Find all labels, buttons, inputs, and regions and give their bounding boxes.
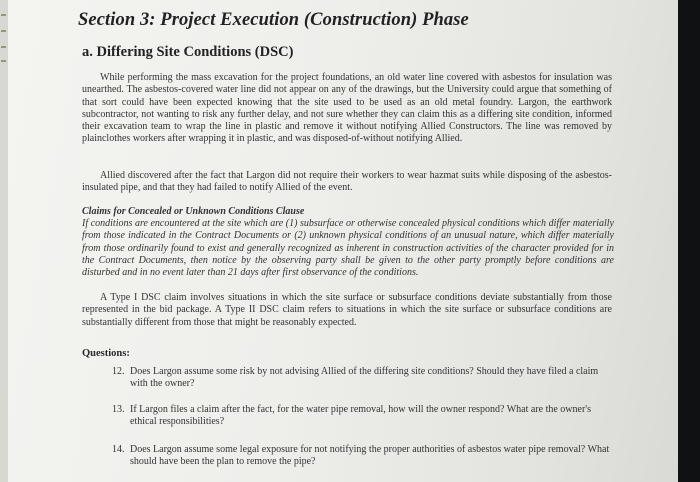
question-text: Does Largon assume some legal exposure for not notifying the proper authorities of asbestos water pipe removal? What should have been the plan to remove the pipe? (130, 444, 610, 468)
question-item (112, 444, 612, 469)
page-edge-strip (0, 0, 8, 482)
question-number: 13. (112, 404, 125, 415)
clause-text: If conditions are encountered at the site which are (1) subsurface or otherwise concealed physical conditions which differ materially from those indicated in the Contract Documents or (2) unknown physical conditions of an unusual nature, which differ materially from those ordinarily found to exist and generally recognized as inherent in construction activities of the character provided for in the Contract Documents, then notice by the observing party shall be given to the other party promptly before conditions are disturbed and in no event later than 21 days after first observance of the conditions. (82, 218, 614, 279)
paragraph-dsc-types: A Type I DSC claim involves situations in which the site surface or subsurface conditions deviate substantially from those represented in the bid package. A Type II DSC claim refers to situations in which the site surface or subsurface conditions are substantially different from those that might be reasonably expected. (82, 292, 612, 328)
paragraph-excavation: While performing the mass excavation for the project foundations, an old water line covered with asbestos for insulation was unearthed. The asbestos-covered water line did not appear on any of the drawings, but the University could argue that something of that sort could have been expected knowing that the site used to be used as an old metal foundry. Largon, the earthwork subcontractor, not wanting to risk any further delay, and not sure whether they can claim this as a differing site condition, informed their excavation team to wrap the line in plastic and remove it without notifying Allied Constructors. The line was removed by plainclothes workers after wrapping it in plastic, and was disposed-of-without notifying Allied. (82, 72, 612, 145)
question-text: If Largon files a claim after the fact, for the water pipe removal, how will the owner respond? What are the owner's ethical responsibilities? (130, 404, 591, 428)
question-item (112, 404, 612, 429)
section-title: Section 3: Project Execution (Construction) Phase (78, 10, 469, 30)
clause-title: Claims for Concealed or Unknown Conditions Clause (82, 206, 305, 217)
question-number: 12. (112, 366, 125, 377)
question-number: 14. (112, 444, 125, 455)
paragraph-allied-discovered: Allied discovered after the fact that Largon did not require their workers to wear hazmat suits while disposing of the asbestos-insulated pipe, and that they had failed to notify Allied of the event. (82, 170, 612, 194)
questions-heading: Questions: (82, 348, 130, 359)
question-item (112, 366, 612, 391)
dark-background-edge (678, 0, 700, 482)
document-page (8, 0, 678, 482)
subsection-title: a. Differing Site Conditions (DSC) (82, 44, 294, 60)
question-text: Does Largon assume some risk by not advising Allied of the differing site conditions? Should they have filed a claim with the owner? (130, 366, 599, 390)
